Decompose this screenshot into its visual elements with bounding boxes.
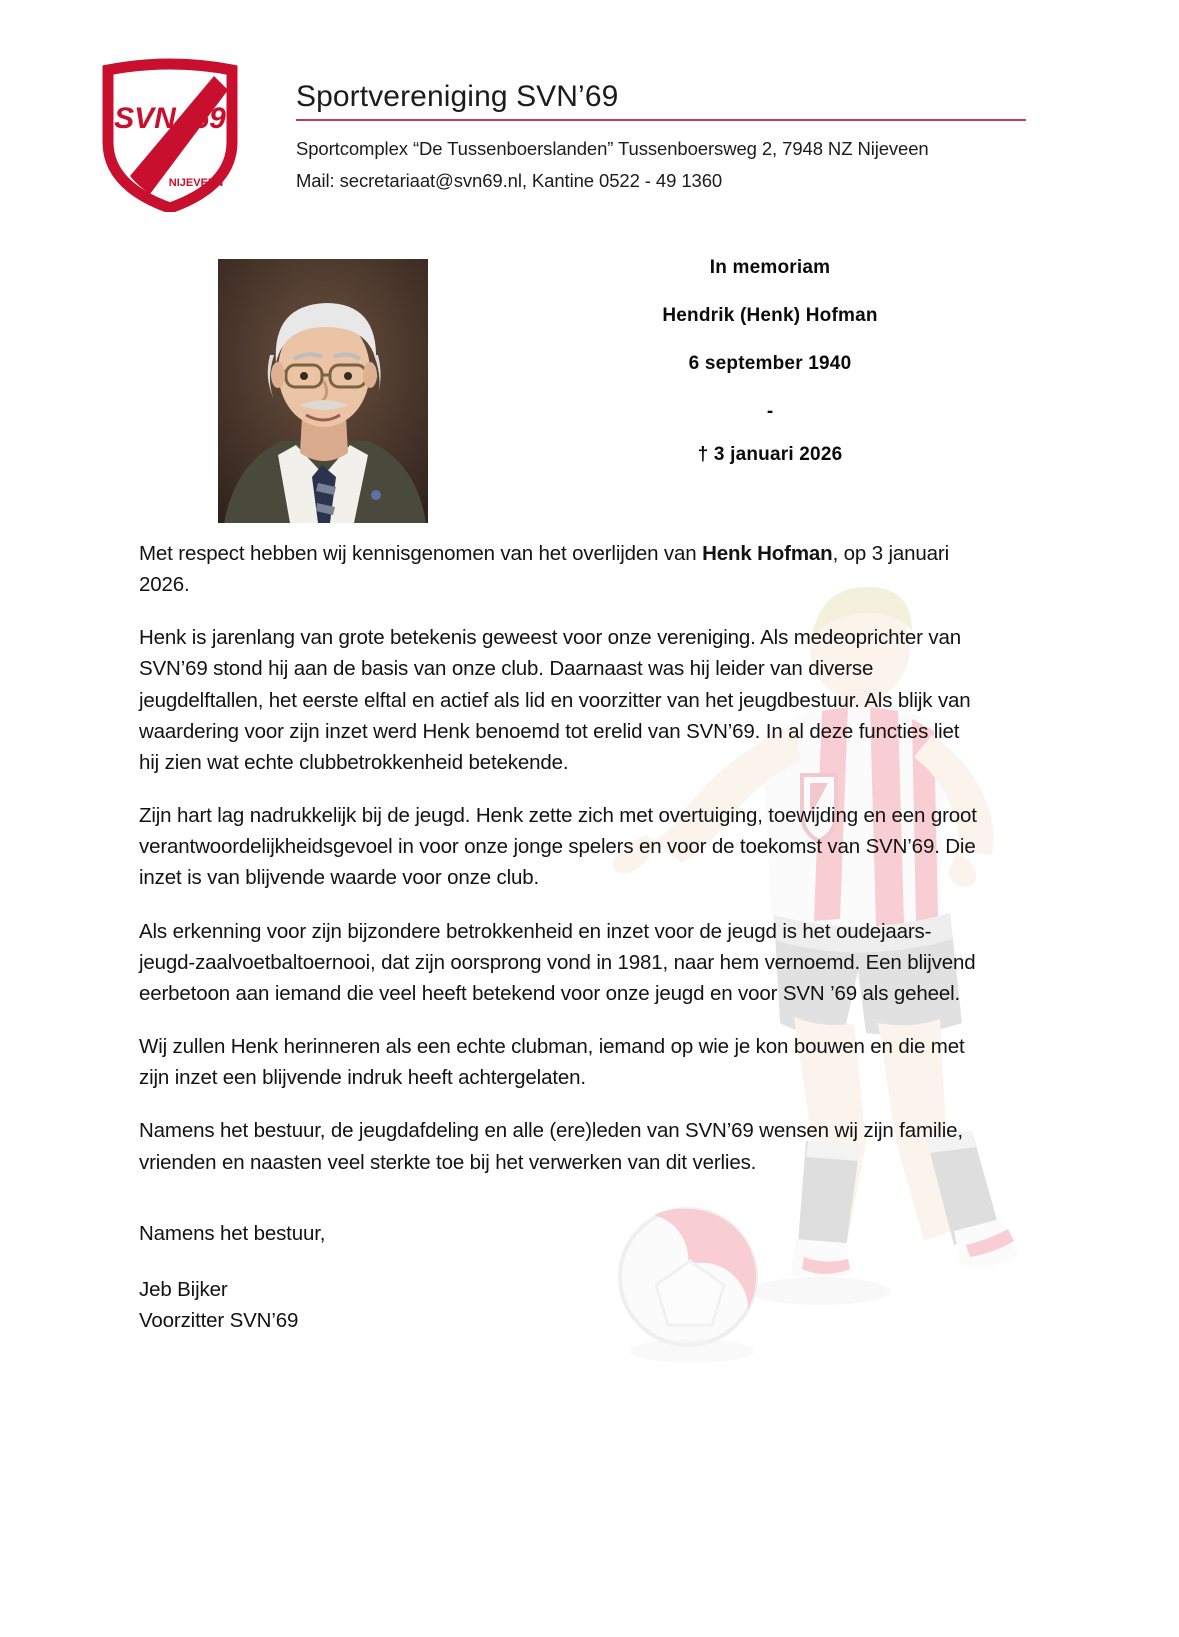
club-title: Sportvereniging SVN’69 bbox=[296, 80, 619, 113]
memoriam-name: Hendrik (Henk) Hofman bbox=[662, 305, 878, 326]
body-paragraph-3: Zijn hart lag nadrukkelijk bij de jeugd. Henk zette zich met overtuiging, toewijding en een groot verantwoordelijkheidsgevoel in voor onze jonge spelers en voor de toekomst van SVN’69. Die inzet is van blijvende waarde voor onze club. bbox=[139, 804, 977, 890]
body-paragraph-6: Namens het bestuur, de jeugdafdeling en alle (ere)leden van SVN’69 wensen wij zijn familie, vrienden en naasten veel sterkte toe bij het verwerken van dit verlies. bbox=[139, 1119, 963, 1174]
signature-block bbox=[139, 1219, 739, 1336]
letterhead-header bbox=[0, 0, 1179, 215]
memoriam-separator: - bbox=[766, 401, 774, 422]
svg-text:NIJEVEEN: NIJEVEEN bbox=[168, 177, 224, 189]
memoriam-title: In memoriam bbox=[709, 257, 831, 278]
body-paragraph-1 bbox=[139, 538, 984, 600]
body-paragraph-2: Henk is jarenlang van grote betekenis geweest voor onze vereniging. Als medeoprichter van SVN’69 stond hij aan de basis van onze club. Daarnaast was hij leider van diverse jeugdelftallen, het eerste elftal en actief als lid en voorzitter van het jeugdbestuur. Als blijk van waardering voor zijn inzet werd Henk benoemd tot erelid van SVN’69. In al deze functies liet hij zien wat echte clubbetrokkenheid betekende. bbox=[139, 626, 971, 774]
deceased-name-bold: Henk Hofman bbox=[702, 542, 833, 565]
memoriam-death-date: † 3 januari 2026 bbox=[697, 444, 843, 465]
letterhead-text-block bbox=[296, 80, 1056, 198]
signature-closing: Namens het bestuur, bbox=[139, 1222, 326, 1245]
club-contact-line: Mail: secretariaat@svn69.nl, Kantine 0522 - 49 1360 bbox=[296, 170, 723, 192]
club-address-line: Sportcomplex “De Tussenboerslanden” Tussenboersweg 2, 7948 NZ Nijeveen bbox=[296, 138, 929, 159]
memoriam-birth-date: 6 september 1940 bbox=[688, 353, 852, 374]
in-memoriam-block bbox=[560, 258, 980, 464]
signature-name: Jeb Bijker bbox=[139, 1278, 228, 1302]
body-paragraph-5: Wij zullen Henk herinneren als een echte clubman, iemand op wie je kon bouwen en die met zijn inzet een blijvende indruk heeft achtergelaten. bbox=[139, 1035, 965, 1090]
header-divider-rule bbox=[296, 119, 1026, 121]
svn69-club-shield-logo bbox=[96, 54, 244, 212]
body-paragraph-4: Als erkenning voor zijn bijzondere betrokkenheid en inzet voor de jeugd is het oudejaars-jeugd-zaalvoetbaltoernooi, dat zijn oorsprong vond in 1981, naar hem vernoemd. Een blijvend eerbetoon aan iemand die veel heeft betekend voor onze jeugd en voor SVN ’69 als geheel. bbox=[139, 919, 976, 1005]
signature-role: Voorzitter SVN’69 bbox=[139, 1308, 299, 1332]
portrait-photo-henk-hofman bbox=[218, 259, 428, 523]
letter-body bbox=[139, 538, 984, 1200]
signature-spacer bbox=[139, 1249, 739, 1275]
paragraph-1-prefix: Met respect hebben wij kennisgenomen van het overlijden van bbox=[139, 542, 703, 565]
svg-text:SVN ’69: SVN ’69 bbox=[114, 102, 226, 135]
paragraph-1-suffix: , op 3 januari 2026. bbox=[139, 542, 949, 597]
